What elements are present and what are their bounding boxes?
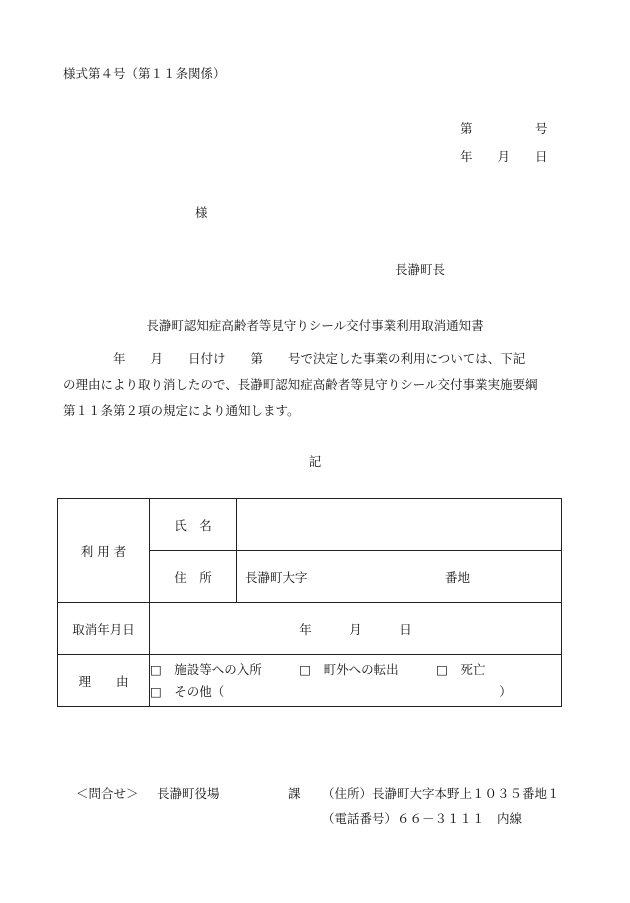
document-number: 第 号 <box>460 121 548 136</box>
inquiry-address: （住所）長瀞町大字本野上１０３５番地１ <box>322 786 560 801</box>
reason-label: 理 由 <box>58 655 150 707</box>
reason-option-line: □ 施設等への入所 □ 町外への転出 □ 死亡 <box>150 661 486 677</box>
body-paragraph <box>63 346 568 424</box>
inquiry-label: ＜問合せ＞ <box>76 786 139 801</box>
body-line: の理由により取り消したので、長瀞町認知症高齢者等見守りシール交付事業実施要綱 <box>63 377 538 392</box>
name-value <box>237 499 562 551</box>
cancel-date-label: 取消年月日 <box>58 603 150 655</box>
cancel-date-value: 年 月 日 <box>150 603 562 655</box>
inquiry-office: 長瀞町役場 <box>157 786 220 801</box>
address-label: 住 所 <box>150 551 237 603</box>
inquiry-section: 課 <box>288 786 301 801</box>
reason-options <box>150 655 562 707</box>
name-label: 氏 名 <box>150 499 237 551</box>
addressee: 様 <box>195 205 208 220</box>
address-value: 長瀞町大字 番地 <box>237 551 562 603</box>
body-line: 第１１条第２項の規定により通知します。 <box>63 403 300 418</box>
reason-option-line: □ その他（ ） <box>150 683 512 699</box>
form-number-header: 様式第４号（第１１条関係） <box>63 66 226 81</box>
document-date: 年 月 日 <box>460 149 548 164</box>
sender: 長瀞町長 <box>395 262 446 277</box>
document-title: 長瀞町認知症高齢者等見守りシール交付事業利用取消通知書 <box>146 318 484 333</box>
user-label: 利 用 者 <box>58 499 150 603</box>
ki-heading: 記 <box>308 454 322 469</box>
detail-table <box>57 498 562 707</box>
body-line: 年 月 日付け 第 号で決定した事業の利用については、下記 <box>63 351 526 366</box>
inquiry-phone: （電話番号）６６－３１１１ 内線 <box>322 811 523 826</box>
